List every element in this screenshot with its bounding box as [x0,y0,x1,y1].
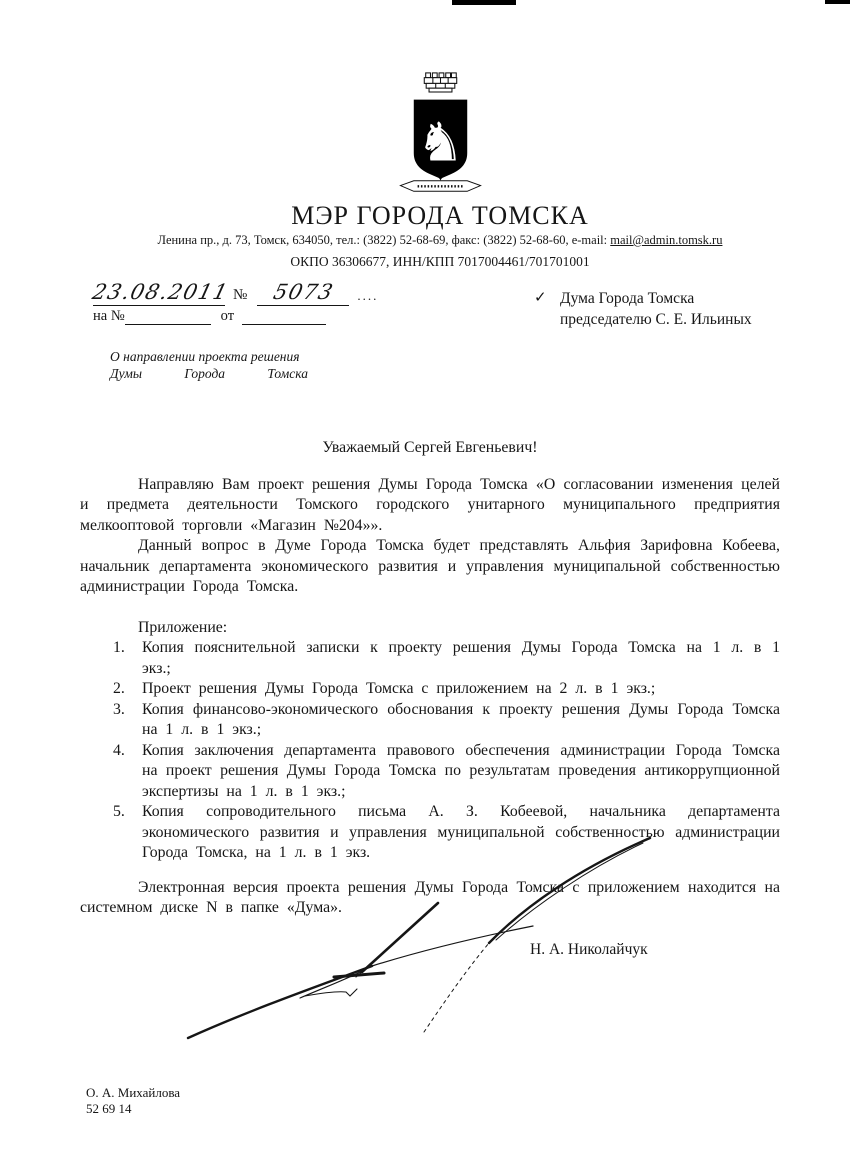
subject-word: Думы [110,365,143,381]
letter-body [80,438,780,919]
signatory-name: Н. А. Николайчук [530,941,648,958]
body-paragraph-1: Направляю Вам проект решения Думы Города Томска «О согласовании изменения целей и предмета деятельности Томского городского унитарного муниципального предприятия мелкооптовой торговли «Магазин №204»». [80,475,780,534]
organization-name: МЭР ГОРОДА ТОМСКА [291,201,589,230]
body-paragraph-3: Электронная версия проекта решения Думы Города Томска с приложением находится на системном диске N в папке «Дума». [80,878,780,916]
trailing-dots: .... [357,288,379,303]
registration-numbers: ОКПО 36306677, ИНН/КПП 7017004461/701701001 [290,254,590,269]
letterhead [30,71,850,269]
attachment-text: Проект решения Думы Города Томска с приложением на 2 л. в 1 экз.; [142,680,656,697]
tomsk-coat-of-arms-icon [389,71,492,197]
reply-date-blank [242,310,326,325]
attachment-item [80,638,780,679]
attachment-number: 3. [113,700,125,718]
attachment-item [80,741,780,803]
executor-phone: 52 69 14 [86,1101,132,1116]
attachment-number: 5. [113,803,125,820]
executor-block [86,1085,180,1117]
attachment-number: 4. [113,741,125,759]
attachment-number: 2. [113,680,125,697]
body-paragraph-2: Данный вопрос в Думе Города Томска будет представлять Альфия Зарифовна Кобеева, начальник департамента экономического развития и управления муниципальной собственностью администрации Города Томска. [80,537,780,595]
attachment-text: Копия пояснительной записки к проекту решения Думы Города Томска на 1 л. в 1 экз.; [142,639,780,677]
handwritten-date: 23.08.2011 [90,280,232,304]
attachment-text: Копия заключения департамента правового обеспечения администрации Города Томска на проект решения Думы Города Томска по результатам проведения антикоррупционной экспертизы на 1 л. в 1 экз.; [142,741,780,800]
attachment-number: 1. [113,639,125,656]
attachment-item [80,700,780,741]
checkmark-icon: ✓ [534,290,547,306]
scan-artifact-bar [452,0,516,5]
handwritten-number: 5073 [270,280,337,304]
scan-artifact-bar [825,0,850,4]
outgoing-number-field [257,280,349,306]
crown-icon [424,73,456,92]
attachment-text: Копия сопроводительного письма А. З. Кобеевой, начальника департамента экономического развития и управления муниципальной собственностью администрации Города Томска, на 1 л. в 1 экз. [142,803,780,861]
attachment-item [80,802,780,864]
subject-word: Томска [267,365,308,381]
email-text: mail@admin.tomsk.ru [610,233,723,247]
recipient-organization: Дума Города Томска [560,290,695,307]
subject-line1: О направлении проекта решения [110,349,300,364]
reply-from-label: от [220,308,235,324]
recipient-block [534,288,752,330]
attachment-item [80,679,780,700]
salutation: Уважаемый Сергей Евгеньевич! [322,439,538,456]
letterhead-address [30,233,850,248]
outgoing-date-field [90,280,232,306]
executor-name: О. А. Михайлова [86,1085,181,1100]
attachments-label: Приложение: [138,618,228,636]
attachment-text: Копия финансово-экономического обоснования к проекту решения Думы Города Томска на 1 л. в 1 экз.; [142,700,780,738]
ribbon-banner-icon [400,181,480,192]
subject-word: Города [184,365,226,381]
reply-to-label: на № [93,308,125,324]
recipient-addressee: председателю С. Е. Ильиных [560,311,752,328]
reply-number-blank [125,310,211,325]
number-sign-label: № [233,287,248,303]
horse-icon: ♞ [416,110,464,174]
subject-block [110,349,308,382]
address-text: Ленина пр., д. 73, Томск, 634050, тел.: (3822) 52-68-69, факс: (3822) 52-68-60, e-mail: [157,233,611,247]
subject-line2 [110,366,308,383]
reference-block [90,276,379,325]
